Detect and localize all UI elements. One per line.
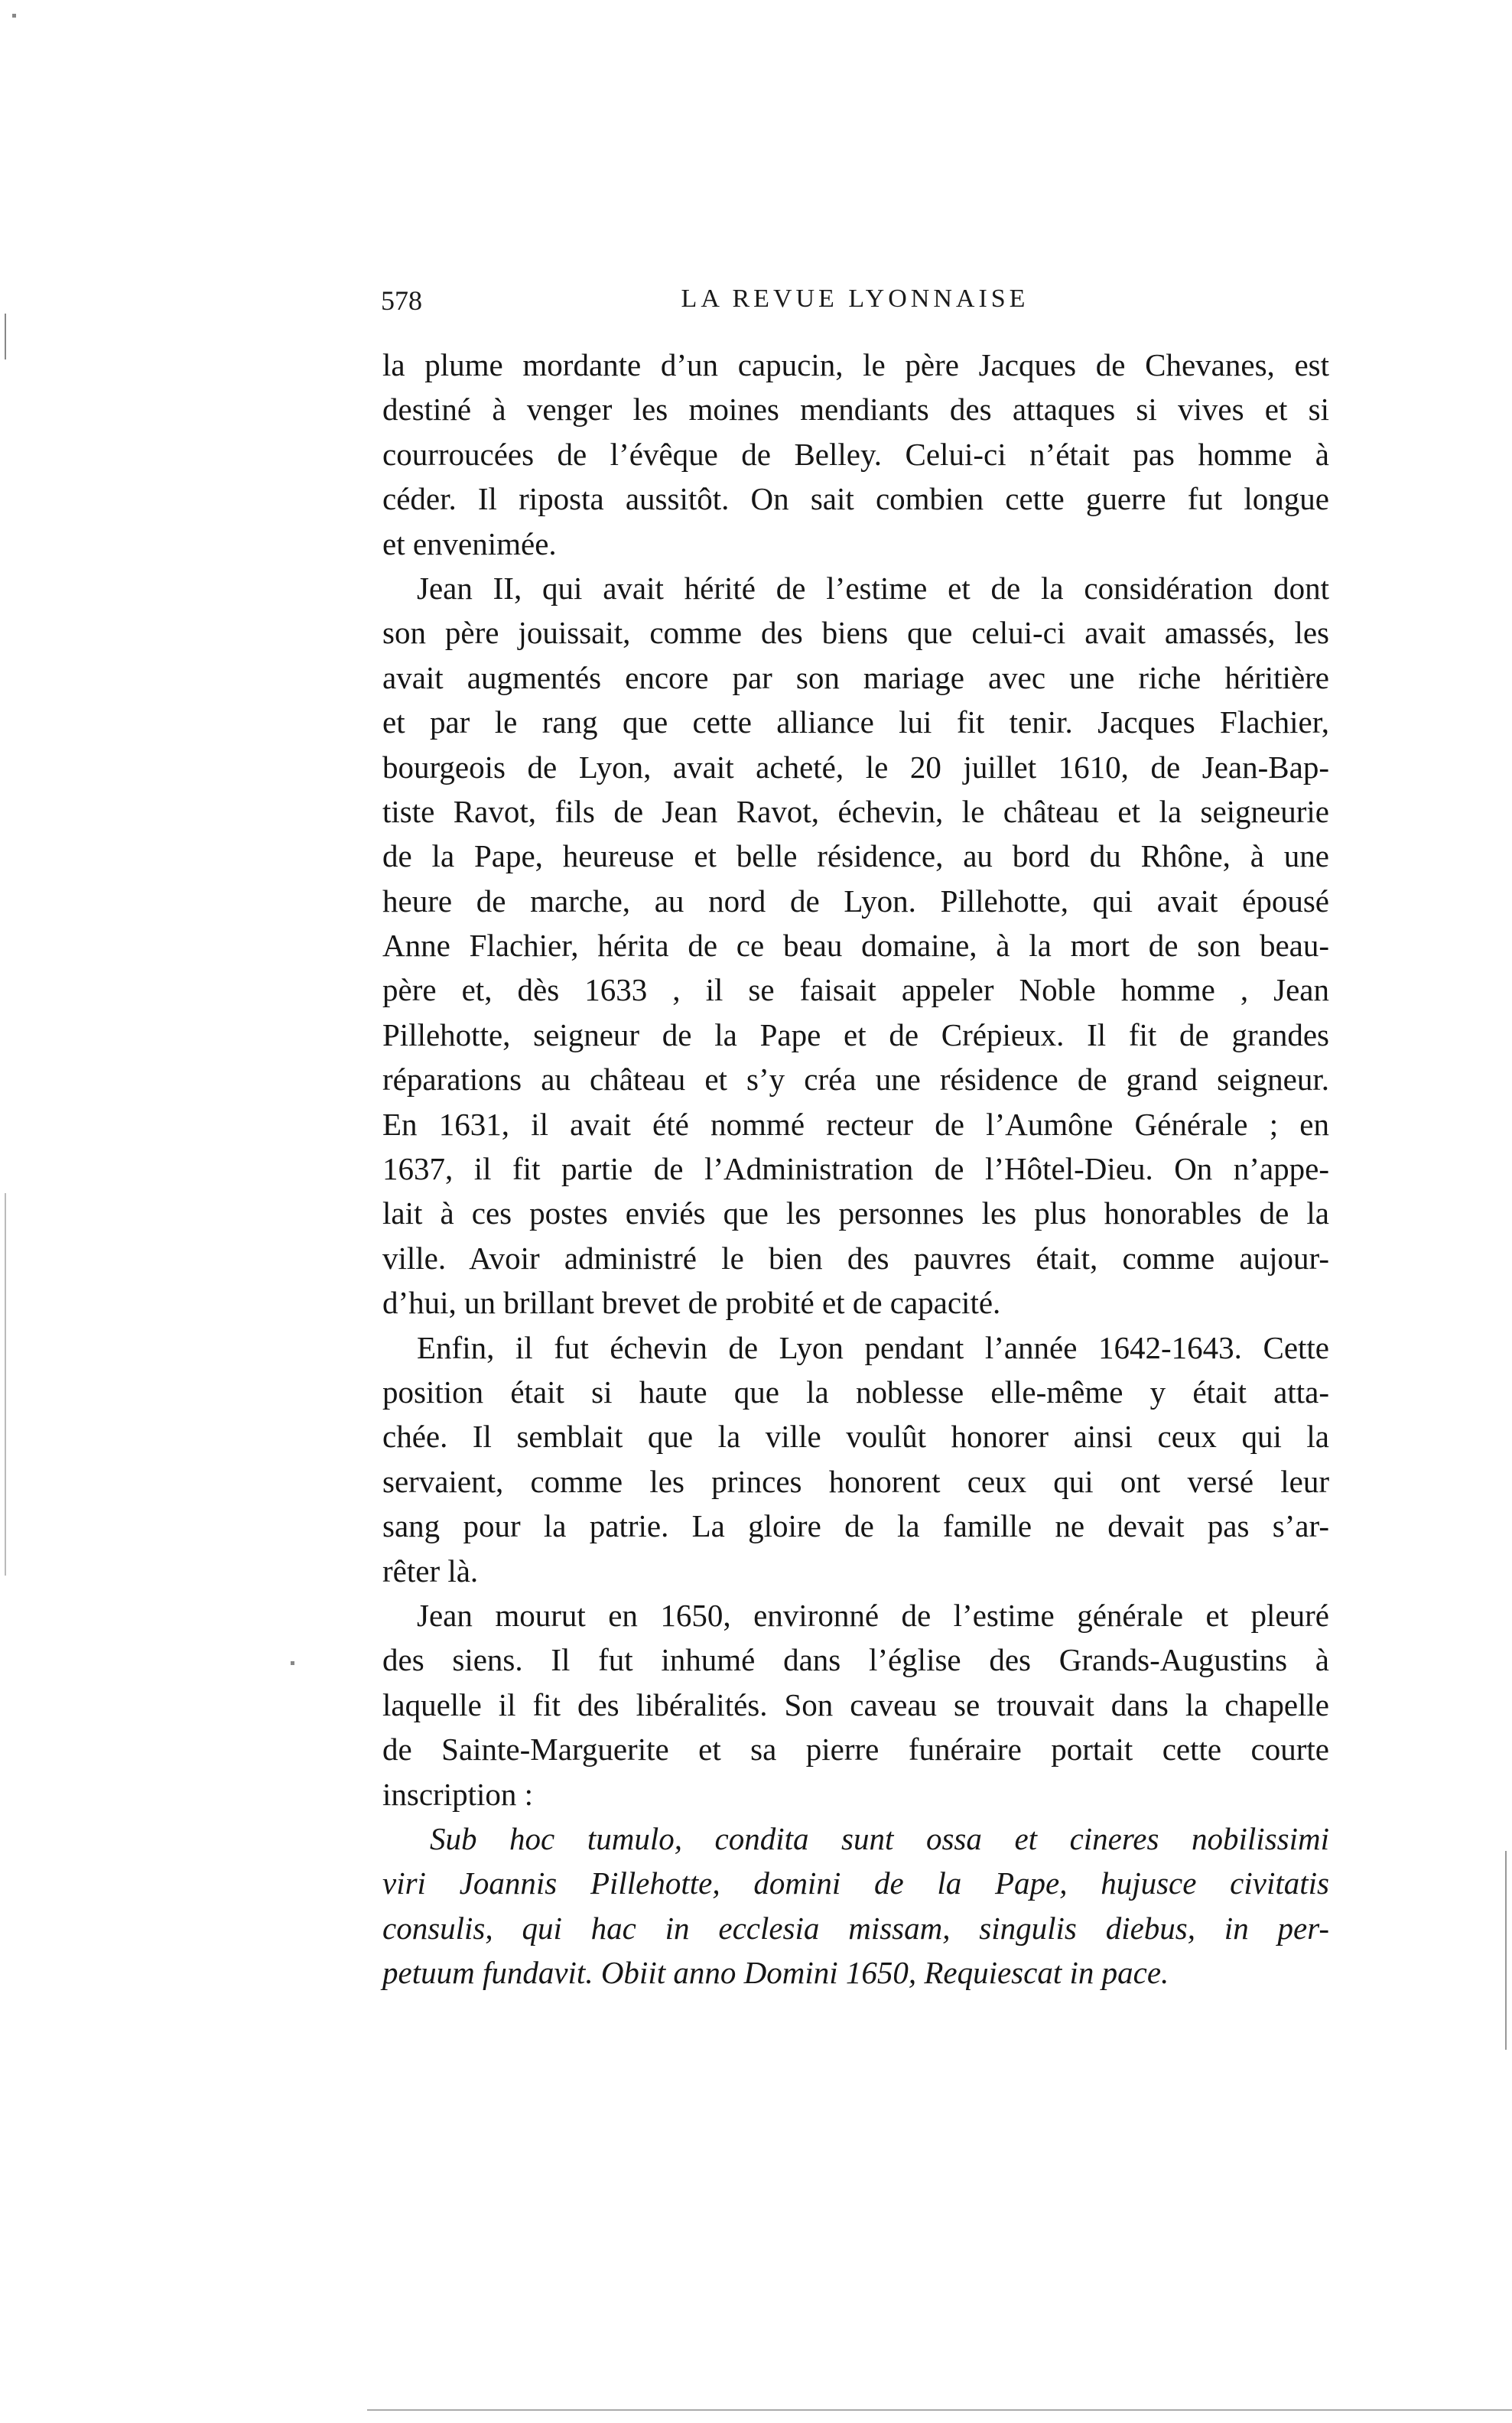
page-number: 578 — [381, 285, 422, 316]
text-line: ville. Avoir administré le bien des pauvres était, comme aujour- — [382, 1240, 1329, 1276]
text-line: tiste Ravot, fils de Jean Ravot, échevin, le château et la seigneurie — [382, 793, 1329, 829]
text-line: des siens. Il fut inhumé dans l’église des Grands-Augustins à — [382, 1642, 1329, 1678]
inscription-quote — [382, 1816, 1329, 1995]
scan-mark — [12, 14, 16, 18]
text-line: destiné à venger les moines mendiants des attaques si vives et si — [382, 392, 1329, 428]
text-line: Jean mourut en 1650, environné de l’estime générale et pleuré — [417, 1597, 1329, 1633]
scan-mark — [291, 1661, 294, 1665]
text-line: inscription : — [382, 1776, 534, 1812]
text-line: bourgeois de Lyon, avait acheté, le 20 juillet 1610, de Jean-Bap- — [382, 749, 1329, 785]
running-header — [381, 285, 1329, 327]
text-line: En 1631, il avait été nommé recteur de l’Aumône Générale ; en — [382, 1106, 1329, 1142]
scan-mark — [367, 2409, 1512, 2411]
text-line: lait à ces postes enviés que les personnes les plus honorables de la — [382, 1195, 1329, 1231]
text-line: rêter là. — [382, 1553, 479, 1589]
text-line: consulis, qui hac in ecclesia missam, singulis diebus, in per- — [382, 1910, 1329, 1946]
text-line: la plume mordante d’un capucin, le père Jacques de Chevanes, est — [382, 347, 1329, 382]
text-line: d’hui, un brillant brevet de probité et de capacité. — [382, 1285, 1001, 1321]
text-line: de Sainte-Marguerite et sa pierre funéraire portait cette courte — [382, 1732, 1329, 1768]
text-line: position était si haute que la noblesse elle-même y était atta- — [382, 1374, 1329, 1410]
text-line: et envenimée. — [382, 525, 557, 561]
body-text — [382, 343, 1329, 1995]
text-line: chée. Il semblait que la ville voulût honorer ainsi ceux qui la — [382, 1419, 1329, 1455]
text-line: courroucées de l’évêque de Belley. Celui-ci n’était pas homme à — [382, 436, 1329, 472]
journal-title: LA REVUE LYONNAISE — [681, 285, 1029, 313]
scan-mark — [5, 1193, 6, 1576]
text-line: réparations au château et s’y créa une résidence de grand seigneur. — [382, 1062, 1329, 1098]
scan-mark — [5, 314, 6, 359]
paragraph — [382, 566, 1329, 1325]
text-line: Pillehotte, seigneur de la Pape et de Crépieux. Il fit de grandes — [382, 1016, 1329, 1052]
text-line: 1637, il fit partie de l’Administration de l’Hôtel-Dieu. On n’appe- — [382, 1151, 1329, 1187]
paragraph — [382, 1593, 1329, 1816]
text-line: de la Pape, heureuse et belle résidence, au bord du Rhône, à une — [382, 838, 1329, 874]
text-line: laquelle il fit des libéralités. Son caveau se trouvait dans la chapelle — [382, 1686, 1329, 1722]
text-line: sang pour la patrie. La gloire de la famille ne devait pas s’ar- — [382, 1508, 1329, 1544]
text-line: père et, dès 1633 , il se faisait appeler Noble homme , Jean — [382, 972, 1329, 1008]
paragraph — [382, 343, 1329, 566]
text-line: Jean II, qui avait hérité de l’estime et de la considération dont — [417, 570, 1329, 606]
scan-mark — [1505, 1851, 1507, 2050]
text-line: viri Joannis Pillehotte, domini de la Pape, hujusce civitatis — [382, 1865, 1329, 1901]
text-line: Sub hoc tumulo, condita sunt ossa et cineres nobilissimi — [430, 1820, 1329, 1856]
text-line: petuum fundavit. Obiit anno Domini 1650, Requiescat in pace. — [382, 1955, 1169, 1991]
text-line: son père jouissait, comme des biens que celui-ci avait amassés, les — [382, 615, 1329, 651]
text-line: servaient, comme les princes honorent ceux qui ont versé leur — [382, 1463, 1329, 1499]
text-line: Enfin, il fut échevin de Lyon pendant l’année 1642-1643. Cette — [417, 1329, 1329, 1365]
text-line: avait augmentés encore par son mariage avec une riche héritière — [382, 659, 1329, 695]
text-line: céder. Il riposta aussitôt. On sait combien cette guerre fut longue — [382, 481, 1329, 517]
text-line: Anne Flachier, hérita de ce beau domaine, à la mort de son beau- — [382, 928, 1329, 964]
paragraph — [382, 1325, 1329, 1593]
text-line: et par le rang que cette alliance lui fit tenir. Jacques Flachier, — [382, 704, 1329, 740]
text-line: heure de marche, au nord de Lyon. Pillehotte, qui avait épousé — [382, 883, 1329, 919]
